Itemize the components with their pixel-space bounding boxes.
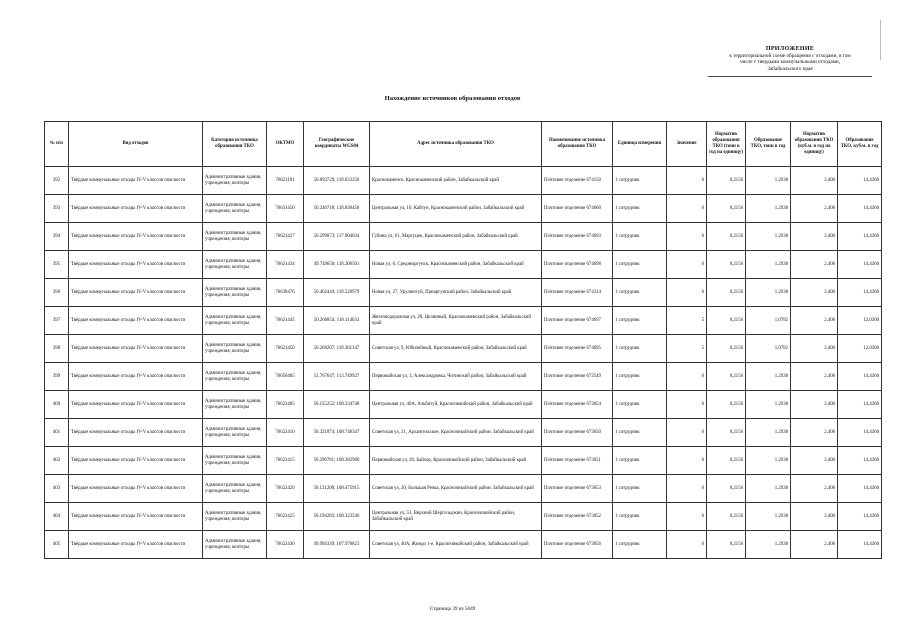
cell-output-tonnes: 1,2938 bbox=[746, 531, 791, 559]
cell-waste-type: Твёрдые коммунальные отходы IV-V классов опасности bbox=[69, 167, 203, 195]
cell-row-number: 392 bbox=[45, 167, 69, 195]
cell-value: 6 bbox=[667, 251, 707, 279]
cell-norm-tonnes: 0,2156 bbox=[707, 447, 746, 475]
cell-coordinates: 50.321874; 108.746347 bbox=[304, 419, 370, 447]
table-row bbox=[45, 531, 882, 559]
cell-output-cubic: 14,4360 bbox=[838, 475, 882, 503]
appendix-block bbox=[700, 46, 880, 77]
cell-output-tonnes: 1,2938 bbox=[746, 363, 791, 391]
cell-row-number: 397 bbox=[45, 307, 69, 335]
cell-norm-tonnes: 0,2156 bbox=[707, 223, 746, 251]
cell-unit-of-measure: 1 сотрудник bbox=[613, 335, 667, 363]
cell-coordinates: 50.155252; 108.234748 bbox=[304, 391, 370, 419]
cell-row-number: 402 bbox=[45, 447, 69, 475]
cell-source-name: Почтовое отделение 673050 bbox=[542, 419, 613, 447]
cell-norm-tonnes: 0,2156 bbox=[707, 503, 746, 531]
cell-waste-type: Твёрдые коммунальные отходы IV-V классов опасности bbox=[69, 307, 203, 335]
cell-output-tonnes: 1,2938 bbox=[746, 195, 791, 223]
cell-row-number: 393 bbox=[45, 195, 69, 223]
column-header: Географические координаты WGS84 bbox=[304, 122, 370, 167]
cell-unit-of-measure: 1 сотрудник bbox=[613, 475, 667, 503]
appendix-line: Забайкальского края bbox=[767, 65, 813, 72]
cell-norm-tonnes: 0,2156 bbox=[707, 307, 746, 335]
cell-source-address: Новая ул, 27, Урулюнгуй, Приаргунский район, Забайкальский край bbox=[370, 279, 542, 307]
cell-output-cubic: 14,4360 bbox=[838, 223, 882, 251]
cell-value: 6 bbox=[667, 475, 707, 503]
cell-output-cubic: 12,0300 bbox=[838, 335, 882, 363]
cell-output-tonnes: 1,2938 bbox=[746, 447, 791, 475]
cell-output-cubic: 14,4360 bbox=[838, 531, 882, 559]
cell-norm-tonnes: 0,2156 bbox=[707, 419, 746, 447]
table-row bbox=[45, 167, 882, 195]
cell-unit-of-measure: 1 сотрудник bbox=[613, 391, 667, 419]
cell-row-number: 405 bbox=[45, 531, 69, 559]
cell-source-category: Административные здания, учреждения, конторы bbox=[203, 363, 267, 391]
cell-unit-of-measure: 1 сотрудник bbox=[613, 251, 667, 279]
cell-row-number: 398 bbox=[45, 335, 69, 363]
cell-output-cubic: 14,4360 bbox=[838, 251, 882, 279]
table-row bbox=[45, 363, 882, 391]
cell-row-number: 400 bbox=[45, 391, 69, 419]
cell-source-address: Советская ул, 9, Юбилейный, Краснокаменский район, Забайкальский край bbox=[370, 335, 542, 363]
cell-waste-type: Твёрдые коммунальные отходы IV-V классов опасности bbox=[69, 363, 203, 391]
cell-oktmo-code: 76622410 bbox=[267, 419, 304, 447]
cell-row-number: 404 bbox=[45, 503, 69, 531]
waste-sources-table bbox=[44, 121, 882, 559]
cell-waste-type: Твёрдые коммунальные отходы IV-V классов опасности bbox=[69, 279, 203, 307]
cell-source-address: Новая ул, 6, Среднеаргунск, Краснокаменский район, Забайкальский край bbox=[370, 251, 542, 279]
cell-value: 6 bbox=[667, 223, 707, 251]
cell-output-tonnes: 1,2938 bbox=[746, 279, 791, 307]
cell-waste-type: Твёрдые коммунальные отходы IV-V классов опасности bbox=[69, 223, 203, 251]
column-header: Категория источника образования ТКО bbox=[203, 122, 267, 167]
cell-oktmo-code: 76631450 bbox=[267, 195, 304, 223]
cell-output-cubic: 14,4360 bbox=[838, 391, 882, 419]
cell-waste-type: Твёрдые коммунальные отходы IV-V классов опасности bbox=[69, 447, 203, 475]
cell-source-category: Административные здания, учреждения, конторы bbox=[203, 167, 267, 195]
cell-value: 6 bbox=[667, 503, 707, 531]
cell-row-number: 394 bbox=[45, 223, 69, 251]
column-header: Вид отходов bbox=[69, 122, 203, 167]
cell-coordinates: 50.462444; 118.520979 bbox=[304, 279, 370, 307]
cell-value: 6 bbox=[667, 167, 707, 195]
cell-source-address: Губина ул, 61, Маргуцек, Краснокаменский район, Забайкальский край bbox=[370, 223, 542, 251]
cell-unit-of-measure: 1 сотрудник bbox=[613, 307, 667, 335]
cell-oktmo-code: 76621427 bbox=[267, 223, 304, 251]
appendix-line: к территориальной схеме обращения с отходами, в том bbox=[729, 52, 851, 59]
cell-norm-cubic: 2,406 bbox=[791, 167, 838, 195]
cell-value: 6 bbox=[667, 419, 707, 447]
cell-source-category: Административные здания, учреждения, конторы bbox=[203, 475, 267, 503]
cell-oktmo-code: 76656405 bbox=[267, 363, 304, 391]
table-row bbox=[45, 251, 882, 279]
table-row bbox=[45, 475, 882, 503]
cell-source-category: Административные здания, учреждения, конторы bbox=[203, 195, 267, 223]
cell-output-tonnes: 1,2938 bbox=[746, 475, 791, 503]
cell-norm-cubic: 2,406 bbox=[791, 447, 838, 475]
cell-row-number: 396 bbox=[45, 279, 69, 307]
cell-norm-tonnes: 0,2156 bbox=[707, 195, 746, 223]
cell-oktmo-code: 76621101 bbox=[267, 167, 304, 195]
cell-source-name: Почтовое отделение 673054 bbox=[542, 391, 613, 419]
cell-row-number: 403 bbox=[45, 475, 69, 503]
cell-coordinates: 50.266854; 118.114033 bbox=[304, 307, 370, 335]
table-row bbox=[45, 195, 882, 223]
cell-output-tonnes: 1,2938 bbox=[746, 167, 791, 195]
cell-output-cubic: 14,4360 bbox=[838, 279, 882, 307]
table-header-row bbox=[45, 122, 882, 167]
cell-norm-cubic: 2,406 bbox=[791, 223, 838, 251]
cell-norm-cubic: 2,406 bbox=[791, 531, 838, 559]
cell-source-name: Почтовое отделение 672549 bbox=[542, 363, 613, 391]
cell-norm-tonnes: 0,2156 bbox=[707, 251, 746, 279]
cell-oktmo-code: 76638476 bbox=[267, 279, 304, 307]
cell-unit-of-measure: 1 сотрудник bbox=[613, 419, 667, 447]
table-row bbox=[45, 447, 882, 475]
cell-coordinates: 50.093729; 118.033256 bbox=[304, 167, 370, 195]
cell-coordinates: 50.268207; 118.361347 bbox=[304, 335, 370, 363]
cell-coordinates: 50.296781; 108.382980 bbox=[304, 447, 370, 475]
cell-unit-of-measure: 1 сотрудник bbox=[613, 167, 667, 195]
cell-source-name: Почтовое отделение 674697 bbox=[542, 307, 613, 335]
cell-unit-of-measure: 1 сотрудник bbox=[613, 531, 667, 559]
cell-norm-cubic: 2,406 bbox=[791, 419, 838, 447]
cell-norm-cubic: 2,406 bbox=[791, 391, 838, 419]
cell-norm-cubic: 2,406 bbox=[791, 503, 838, 531]
cell-value: 6 bbox=[667, 391, 707, 419]
cell-source-category: Административные здания, учреждения, конторы bbox=[203, 531, 267, 559]
cell-unit-of-measure: 1 сотрудник bbox=[613, 447, 667, 475]
cell-unit-of-measure: 1 сотрудник bbox=[613, 363, 667, 391]
cell-output-cubic: 12,0300 bbox=[838, 307, 882, 335]
cell-source-name: Почтовое отделение 674698 bbox=[542, 251, 613, 279]
cell-value: 5 bbox=[667, 307, 707, 335]
column-header: Образование ТКО, куб.м. в год bbox=[838, 122, 882, 167]
cell-coordinates: 50.194283; 108.323546 bbox=[304, 503, 370, 531]
cell-norm-tonnes: 0,2156 bbox=[707, 279, 746, 307]
cell-norm-tonnes: 0,2156 bbox=[707, 391, 746, 419]
cell-source-address: Советская ул, 21, Архангельское, Красночикойский район, Забайкальский край bbox=[370, 419, 542, 447]
cell-unit-of-measure: 1 сотрудник bbox=[613, 279, 667, 307]
cell-norm-cubic: 2,406 bbox=[791, 251, 838, 279]
page-footer: Страница 39 из 5049 bbox=[429, 606, 476, 612]
cell-waste-type: Твёрдые коммунальные отходы IV-V классов опасности bbox=[69, 475, 203, 503]
cell-source-address: Центральная ул, 40А, Альбитуй, Красночикойский район, Забайкальский край bbox=[370, 391, 542, 419]
cell-oktmo-code: 76622415 bbox=[267, 447, 304, 475]
cell-norm-cubic: 2,406 bbox=[791, 363, 838, 391]
column-header: Значение bbox=[667, 122, 707, 167]
cell-source-name: Почтовое отделение 673052 bbox=[542, 503, 613, 531]
column-header: Образование ТКО, тонн в год bbox=[746, 122, 791, 167]
appendix-rule bbox=[708, 75, 872, 77]
cell-norm-cubic: 2,406 bbox=[791, 475, 838, 503]
cell-waste-type: Твёрдые коммунальные отходы IV-V классов опасности bbox=[69, 391, 203, 419]
column-header: Наименование источника образования ТКО bbox=[542, 122, 613, 167]
cell-source-name: Почтовое отделение 673056 bbox=[542, 531, 613, 559]
cell-output-cubic: 14,4360 bbox=[838, 447, 882, 475]
cell-output-tonnes: 1,2938 bbox=[746, 503, 791, 531]
cell-source-name: Почтовое отделение 674693 bbox=[542, 223, 613, 251]
cell-output-tonnes: 1,2938 bbox=[746, 391, 791, 419]
cell-norm-cubic: 2,406 bbox=[791, 307, 838, 335]
cell-source-address: Центральная ул, 53, Верхний Шергольджин, Красночикойский район, Забайкальский край bbox=[370, 503, 542, 531]
cell-coordinates: 49.749650; 118.206501 bbox=[304, 251, 370, 279]
cell-source-name: Почтовое отделение 674660 bbox=[542, 195, 613, 223]
cell-output-tonnes: 1,2938 bbox=[746, 223, 791, 251]
cell-coordinates: 50.299873; 117.904034 bbox=[304, 223, 370, 251]
cell-source-name: Почтовое отделение 673053 bbox=[542, 475, 613, 503]
column-header: Единица измерения bbox=[613, 122, 667, 167]
cell-norm-tonnes: 0,2156 bbox=[707, 531, 746, 559]
cell-norm-cubic: 2,406 bbox=[791, 335, 838, 363]
column-header: Норматив образования ТКО (куб.м. в год на единицу) bbox=[791, 122, 838, 167]
cell-norm-cubic: 2,406 bbox=[791, 279, 838, 307]
cell-coordinates: 49.994339; 107.976823 bbox=[304, 531, 370, 559]
cell-norm-tonnes: 0,2156 bbox=[707, 363, 746, 391]
table-row bbox=[45, 307, 882, 335]
cell-coordinates: 51.767647; 113.749927 bbox=[304, 363, 370, 391]
page-edge-line bbox=[880, 20, 881, 60]
cell-row-number: 401 bbox=[45, 419, 69, 447]
cell-source-address: Советская ул, 40А, Жиндо 1-е, Красночикойский район, Забайкальский край bbox=[370, 531, 542, 559]
table-row bbox=[45, 391, 882, 419]
cell-source-category: Административные здания, учреждения, конторы bbox=[203, 391, 267, 419]
cell-source-category: Административные здания, учреждения, конторы bbox=[203, 251, 267, 279]
cell-value: 5 bbox=[667, 335, 707, 363]
column-header: ОКТМО bbox=[267, 122, 304, 167]
cell-waste-type: Твёрдые коммунальные отходы IV-V классов опасности bbox=[69, 503, 203, 531]
cell-source-category: Административные здания, учреждения, конторы bbox=[203, 307, 267, 335]
cell-waste-type: Твёрдые коммунальные отходы IV-V классов опасности bbox=[69, 335, 203, 363]
cell-oktmo-code: 76622420 bbox=[267, 475, 304, 503]
cell-output-tonnes: 1,0782 bbox=[746, 335, 791, 363]
cell-source-name: Почтовое отделение 674695 bbox=[542, 335, 613, 363]
cell-source-address: Первомайская ул, 26, Байхор, Красночикойский район, Забайкальский край bbox=[370, 447, 542, 475]
cell-source-category: Административные здания, учреждения, конторы bbox=[203, 447, 267, 475]
cell-norm-tonnes: 0,2156 bbox=[707, 475, 746, 503]
cell-unit-of-measure: 1 сотрудник bbox=[613, 195, 667, 223]
cell-norm-tonnes: 0,2156 bbox=[707, 167, 746, 195]
cell-output-cubic: 14,4360 bbox=[838, 419, 882, 447]
cell-source-category: Административные здания, учреждения, конторы bbox=[203, 503, 267, 531]
cell-value: 6 bbox=[667, 279, 707, 307]
cell-output-cubic: 14,4360 bbox=[838, 167, 882, 195]
cell-output-tonnes: 1,2938 bbox=[746, 251, 791, 279]
cell-output-tonnes: 1,2938 bbox=[746, 419, 791, 447]
cell-output-cubic: 14,4360 bbox=[838, 195, 882, 223]
appendix-line: числе с твердыми коммунальными отходами, bbox=[739, 59, 840, 66]
cell-source-address: Первомайская ул, 3, Александровка, Читинский район, Забайкальский край bbox=[370, 363, 542, 391]
cell-source-name: Почтовое отделение 674150 bbox=[542, 167, 613, 195]
cell-waste-type: Твёрдые коммунальные отходы IV-V классов опасности bbox=[69, 531, 203, 559]
cell-value: 6 bbox=[667, 531, 707, 559]
cell-source-address: Железнодорожная ул, 20, Целинный, Краснокаменский район, Забайкальский край bbox=[370, 307, 542, 335]
cell-unit-of-measure: 1 сотрудник bbox=[613, 503, 667, 531]
cell-source-category: Административные здания, учреждения, конторы bbox=[203, 223, 267, 251]
cell-oktmo-code: 76622405 bbox=[267, 391, 304, 419]
document-title: Нахождение источников образования отходов bbox=[384, 95, 521, 102]
cell-oktmo-code: 76621450 bbox=[267, 335, 304, 363]
table-row bbox=[45, 223, 882, 251]
cell-output-tonnes: 1,0782 bbox=[746, 307, 791, 335]
cell-value: 6 bbox=[667, 363, 707, 391]
table-row bbox=[45, 335, 882, 363]
cell-norm-tonnes: 0,2156 bbox=[707, 335, 746, 363]
cell-coordinates: 50.240718; 118.030456 bbox=[304, 195, 370, 223]
cell-coordinates: 50.131208; 108.475915 bbox=[304, 475, 370, 503]
cell-value: 6 bbox=[667, 447, 707, 475]
appendix-title: ПРИЛОЖЕНИЕ bbox=[765, 46, 815, 52]
table-row bbox=[45, 503, 882, 531]
cell-output-cubic: 14,4360 bbox=[838, 503, 882, 531]
cell-oktmo-code: 76621434 bbox=[267, 251, 304, 279]
cell-output-cubic: 14,4360 bbox=[838, 363, 882, 391]
cell-source-name: Почтовое отделение 673051 bbox=[542, 447, 613, 475]
table-row bbox=[45, 419, 882, 447]
cell-source-category: Административные здания, учреждения, конторы bbox=[203, 335, 267, 363]
cell-source-category: Административные здания, учреждения, конторы bbox=[203, 419, 267, 447]
cell-norm-cubic: 2,406 bbox=[791, 195, 838, 223]
cell-source-address: Краснокаменск, Краснокаменский район, Забайкальский край bbox=[370, 167, 542, 195]
cell-waste-type: Твёрдые коммунальные отходы IV-V классов опасности bbox=[69, 195, 203, 223]
cell-source-address: Центральная ул, 10, Кайтун, Краснокаменский район, Забайкальский край bbox=[370, 195, 542, 223]
cell-row-number: 395 bbox=[45, 251, 69, 279]
column-header: Норматив образования ТКО (тонн в год на единицу) bbox=[707, 122, 746, 167]
cell-oktmo-code: 76621445 bbox=[267, 307, 304, 335]
cell-waste-type: Твёрдые коммунальные отходы IV-V классов опасности bbox=[69, 251, 203, 279]
cell-source-address: Советская ул, 20, Большая Речка, Красночикойский район, Забайкальский край bbox=[370, 475, 542, 503]
column-header: Адрес источника образования ТКО bbox=[370, 122, 542, 167]
cell-row-number: 399 bbox=[45, 363, 69, 391]
cell-source-category: Административные здания, учреждения, конторы bbox=[203, 279, 267, 307]
column-header: № п/п bbox=[45, 122, 69, 167]
cell-source-name: Почтовое отделение 674314 bbox=[542, 279, 613, 307]
cell-oktmo-code: 76622425 bbox=[267, 503, 304, 531]
cell-waste-type: Твёрдые коммунальные отходы IV-V классов опасности bbox=[69, 419, 203, 447]
cell-oktmo-code: 76622430 bbox=[267, 531, 304, 559]
table-body bbox=[45, 167, 882, 559]
cell-unit-of-measure: 1 сотрудник bbox=[613, 223, 667, 251]
table-row bbox=[45, 279, 882, 307]
cell-value: 6 bbox=[667, 195, 707, 223]
